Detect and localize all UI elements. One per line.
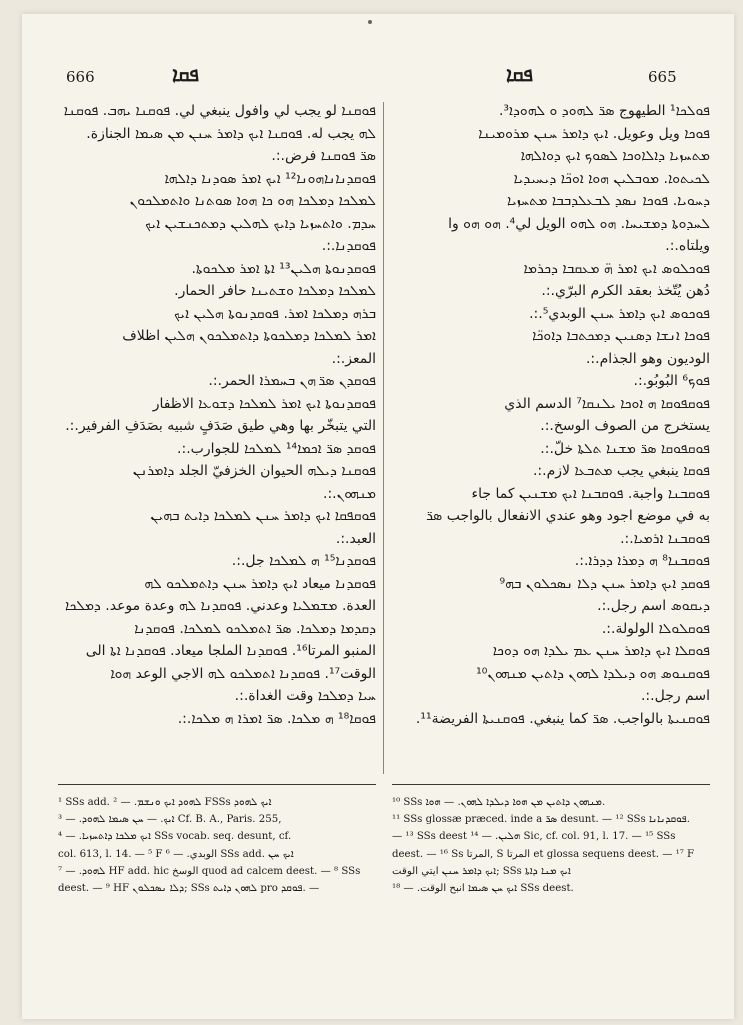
dictionary-entry: ܦܘܟܐ ويل وعويل. ܐܝܟ ܕܐܡܪ ܚܢܢ ܡܪܘܡܝܢܐ: [478, 125, 710, 142]
dictionary-entry: ܕܚܘܝܐ. ܦܘܟܐ ܢܣܕ ܠܒܥܠܕܒܒܐ ܡܬܚܙܝܐ: [506, 193, 710, 209]
dictionary-entry: ܦܘܩܠܘܠܐ الولولة.:.: [601, 620, 710, 637]
dictionary-entry: ܡܢܗܘܢ.:.: [323, 485, 376, 502]
dictionary-entry: ܦܘܩܕܢܘܬܐ ܗܠܝܢ¹³ ܐܬܐ ܐܡܪ ܡܠܟܘܬܐ.: [191, 260, 376, 277]
footnote-line: ܐܝܟ ܡܠܟܐ ܕܐܬܚܙܝܐ. — ⁴ SSs vocab. seq. desunt, cf.: [58, 831, 292, 843]
column-divider: [383, 102, 384, 774]
dictionary-entry: ܦܘܩܦܩܐ ܐܝܟ ܕܐܡܪ ܚܢܢ ܠܡܠܟܐ ܕܐܝܬ ܒܗܝܢ: [150, 508, 376, 524]
dictionary-entry: ܦܘܩܦܘܩܐ ܣܪ̈ ܡܫܢܐ ܬܠܬܐ خلّ.:.: [540, 440, 710, 457]
dictionary-entry: ܦܘܩܢܐ ܕܝܠܗ الحيوان الخزفيّ الجلد ܕܐܡܪܢܢ: [132, 463, 376, 479]
dictionary-entry: ܦܘܩܕܢܘܬܐ ܐܝܟ ܐܡܪ ܠܡܠܟܐ ܕܫܘܥܐ الاظفار: [152, 395, 376, 412]
dictionary-entry: ܦܘܩܕܢܐ¹⁵ ܗ ܠܡܠܟܐ جل.:.: [231, 553, 376, 569]
dictionary-entry: ܦܘܩܒܢܐ⁸ ܗ ܕܡܪܐ ܕܕܪܐ.:.: [574, 553, 710, 569]
footnotes-left: [58, 794, 376, 897]
dictionary-entry: ܦܘܟ⁶ البُوبُو.:.: [633, 373, 710, 389]
dictionary-entry: ܦܘܩܕܢܐ ميعاد ܐܝܟ ܕܐܡܪ ܚܢܢ ܕܐܬܡܠܟܘ ܠܗ: [144, 575, 376, 592]
dictionary-entry: ܠܚܕܘܬܐ ܕܡܫܝܚܐ. ܗܘ ܠܗܘ الويل لي⁴. ܗܘ ܗܘ وا: [448, 215, 710, 232]
footnote-line: ܐܝܟ. — ܚܢ ܣܝܡܐ ܠܗܘܕ. — ³ Cf. B. A., Paris. 255,: [58, 814, 282, 826]
footnote-line: ¹ SSs add. ܠܗܘܕ ܐܝܟ ܘܢܫܡ. — ² FSSs ܐܝܟ ܠܗܘܕ: [58, 797, 272, 808]
dictionary-entry: ܒܪܗ ܕܡܠܟܐ ܐܡܪ. ܦܘܩܕܢܘܬܐ ܗܠܝܢ ܐܝܟ: [174, 305, 376, 322]
dictionary-entry: ܦܘܩܢܘܣ ܗܘ ܕܝܠܕܐ ܠܗܘܢ ܕܐܬܝܢ ܡܢܗܘܢ¹⁰: [476, 665, 710, 682]
dictionary-entry: ܐܡܪ ܠܡܠܟܐ ܕܡܠܟܘܬܐ ܕܐܬܡܠܟܘܢ ܗܠܝܢ اظلاف: [122, 328, 376, 344]
dictionary-entry: يستخرج من الصوف الوسخ.:.: [540, 418, 710, 434]
dictionary-entry: ܦܘܩܕ ܣܪ̈ ܐܟܡܐ¹⁴ ܠܡܠܟܐ للجوارب.:.: [177, 440, 376, 457]
left-column: [58, 100, 376, 776]
dictionary-entry: ܦܘܩܕܢܐ.:.: [321, 238, 376, 254]
footnote-rule-right: [392, 784, 710, 785]
speck-mark: [368, 20, 372, 24]
footnotes-right: [392, 794, 710, 897]
dictionary-entry: ܦܘܩܠܐ ܐܝܟ ܕܐܡܪ ܚܢܢ ܥܡ ܝܠܕܐ ܗܘ ܕܘܟܐ: [492, 643, 710, 659]
right-page-number: 665: [648, 68, 677, 86]
dictionary-entry: ܣܪ̈ ܦܘܩܢܐ فرض.:.: [271, 148, 376, 164]
dictionary-entry: ويلتاه.:.: [665, 238, 710, 254]
dictionary-entry: اسم رجل.:.: [640, 688, 710, 704]
dictionary-entry: ܚܕܡ. ܘܐܬܚܙܝܐ ܕܐܝܟ ܠܗܠܝܢ ܕܡܬܟܢܫܝܢ ܐܝܟ: [145, 215, 376, 232]
dictionary-entry: الوقت¹⁷. ܦܘܩܕܢܐ ܐܬܡܠܟܘ ܠܗ الاجي الوعد ܗܘܐ: [110, 665, 376, 682]
dictionary-entry: ܠܡܠܟܐ ܕܡܠܟܐ ܘܫܬܝܢܐ حافر الحمار.: [174, 283, 376, 299]
dictionary-entry: ܠܡܠܟܐ ܕܡܠܟܐ ܗܘ ܟܐ ܗܘܐ ܣܘܬܢܐ ܘܐܬܡܠܟܘܢ: [129, 193, 376, 209]
dictionary-entry: ܕܝܩܘܣ اسم رجل.:.: [597, 598, 710, 614]
right-column: [392, 100, 710, 776]
dictionary-entry: ܠܟܝܬܘܐ. ܡܘܒܠܝܢ ܗܘܐ ܐܘܟ̈ܐ ܕܝܚܝܕܝܐ: [513, 170, 710, 187]
dictionary-entry: العبد.:.: [335, 530, 376, 547]
footnote-line: ܠܗܘܕ. — ⁷ HF add. hic الوسخ quod ad calcem deest. — ⁸ SSs: [58, 865, 361, 877]
dictionary-entry: ܡܬܚܙܝܐ ܕܐܠܐܘܟܐ ܠܣܘܟ ܐܝܟ ܕܘܐܠܗܐ: [520, 148, 710, 164]
dictionary-entry: ܦܘܩܐ¹⁸ ܗ ܡܠܟܐ. ܣܪ̈ ܐܡܪܐ ܗ ܡܠܟܐ.:.: [177, 710, 376, 727]
dictionary-entry: ܦܘܩܢܝܬܐ بالواجب. ܣܪ̈ كما ينبغي. ܦܘܩܢܝܬܐ الفريضة¹¹.: [415, 710, 710, 727]
dictionary-entry: ܕܩܕܡܐ ܕܡܠܟܐ. ܣܪ̈ ܐܬܡܠܟܘ ܠܡܠܟܐ. ܦܘܩܕܢܐ: [134, 620, 376, 637]
dictionary-entry: المعز.:.: [331, 350, 376, 367]
dictionary-entry: التي يتبخّر بها وهي طيق صَدَفٍ شبيه بصَدَفِ الفرفير.:.: [65, 418, 376, 434]
dictionary-entry: ܦܘܠܟܐ¹ الطيهوج ܣܪ̈ ܠܗܘܕ ܘ ܠܗܘܕܐ³.: [498, 103, 710, 119]
dictionary-entry: ܦܘܩܕ ܐܝܟ ܕܐܡܪ ܚܢܢ ܕܠܐ ܢܣܟܠܘܢ ܒܗ⁹: [499, 575, 710, 592]
dictionary-entry: ܦܘܩܦܘܩܐ ܗ ܐܘܟܐ ܝܠܢܩܐ⁷ الدسم الذي: [504, 395, 710, 412]
dictionary-entry: ܦܘܩܢܐ لو يجب لي وافول ينبغي لي. ܦܘܩܢܐ ܝܗܒ. ܦܘܩܢܐ: [63, 103, 376, 119]
footnote-line: — ¹³ SSs deest ܗܠܝܢ. — ¹⁴ Sic, cf. col. 91, l. 17. — ¹⁵ SSs: [392, 831, 676, 843]
dictionary-entry: ܦܘܟܐ ܐܢܫܐ ܕܣܢܝܢ ܕܡܟܬܒܐ ܕܐܘܟ̈ܐ: [532, 328, 710, 344]
footnote-rule-left: [58, 784, 376, 785]
footnote-line: ¹⁰ SSs ܡܢܗܘܢ ܕܐܬܝܢ ܡܢ ܗܘܐ ܕܝܠܕܐ ܠܗܘܢ. — ܗܘܐ.: [392, 797, 606, 808]
dictionary-entry: ܦܘܩܕܢܐܢܐܗܘܢܐ¹² ܐܝܟ ܐܡܪ ܣܘܕܢܐ ܕܐܠܗܐ: [164, 170, 376, 187]
dictionary-entry: ܦܘܩܕܢ ܣܪ̈ ܗܢ ܒܚܡܪܐ الحمر.:.: [208, 373, 376, 389]
dictionary-entry: به في موضع اجود وهو عندي الانفعال بالواجب ܣܪ̈: [426, 508, 710, 524]
dictionary-entry: دُهن يُتّخذ بعقد الكرم البرّي.:.: [541, 283, 710, 299]
dictionary-entry: العدة. ܡܫܡܠܝܐ وعدني. ܦܘܩܕܢܐ ܠܗ وعدة موعد. ܕܡܠܟܐ: [65, 598, 376, 614]
left-page-number: 666: [66, 68, 95, 86]
dictionary-entry: المنبو المرتا¹⁶. ܦܘܩܕܢܐ الملجا ميعاد. ܦܘܩܕܢܐ ܐܬܐ الى: [85, 643, 376, 659]
right-running-head: ܦܩܐ: [506, 62, 534, 86]
dictionary-entry: ܦܘܟܘܣ ܐܝܟ ܕܐܡܪ ܚܢܢ الوبدي⁵.:.: [529, 305, 710, 322]
dictionary-entry: ܦܘܟܠܘܣ ܐܝܟ ܐܡܪ ܗ̈ ܡܥܩܒܐ ܕܟܪܡܐ: [523, 260, 710, 277]
dictionary-entry: ܦܘܩܐ ينبغي يجب ܡܬܒܥܐ لازم.:.: [532, 463, 710, 479]
dictionary-entry: الوديون وهو الجذام.:.: [585, 350, 710, 367]
dictionary-entry: ܦܘܩܒܢܐ واجبة. ܦܘܩܒܢܐ ܐܝܟ ܡܫܢܝܢ كما جاء: [471, 485, 710, 502]
footnote-line: col. 613, l. 14. — ⁵ F الوبدي. — ⁶ SSs add. ܐܝܟ ܚܢ: [58, 848, 294, 860]
footnote-line: ܐܝܟ ܚܢ ܣܝܡܐ انبح الوقت. — ¹⁸ SSs deest.: [392, 883, 574, 895]
footnote-line: deest. — ¹⁶ Ss المرتا, S المرتا et glossa sequens deest. — ¹⁷ F: [392, 848, 695, 860]
book-page: [22, 14, 734, 1019]
dictionary-entry: ܠܗ يجب له. ܦܘܩܢܐ ܐܝܟ ܕܐܡܪ ܚܢܢ ܡܢ ܣܝܡܐ الجنازة.: [86, 125, 376, 142]
footnote-line: ܐܝܟ ܕܐܡܪ ܚܢܢ ايتي الوقت; SSs ܐܝܟ ܡܢܐ ܕܐܬܐ: [392, 865, 571, 877]
dictionary-entry: ܚܝܐ ܕܡܠܟܐ وقت الغداة.:.: [234, 688, 376, 704]
footnote-line: ¹¹ SSs glossæ præced. inde a ܣܪ̈ desunt. — ¹² SSs ܦܘܩܕܢܐܢܐ.: [392, 814, 690, 826]
left-running-head: ܦܩܐ: [172, 62, 200, 86]
dictionary-entry: ܦܘܩܒܢܐ ܐܪܡܝܐ.:.: [620, 530, 710, 547]
footnote-line: deest. — ⁹ HF ܕܠܐ ܢܣܟܠܘܢ; SSs ܠܗܘܢ ܕܐܝܬ pro ܦܘܩܕ. —: [58, 883, 320, 895]
